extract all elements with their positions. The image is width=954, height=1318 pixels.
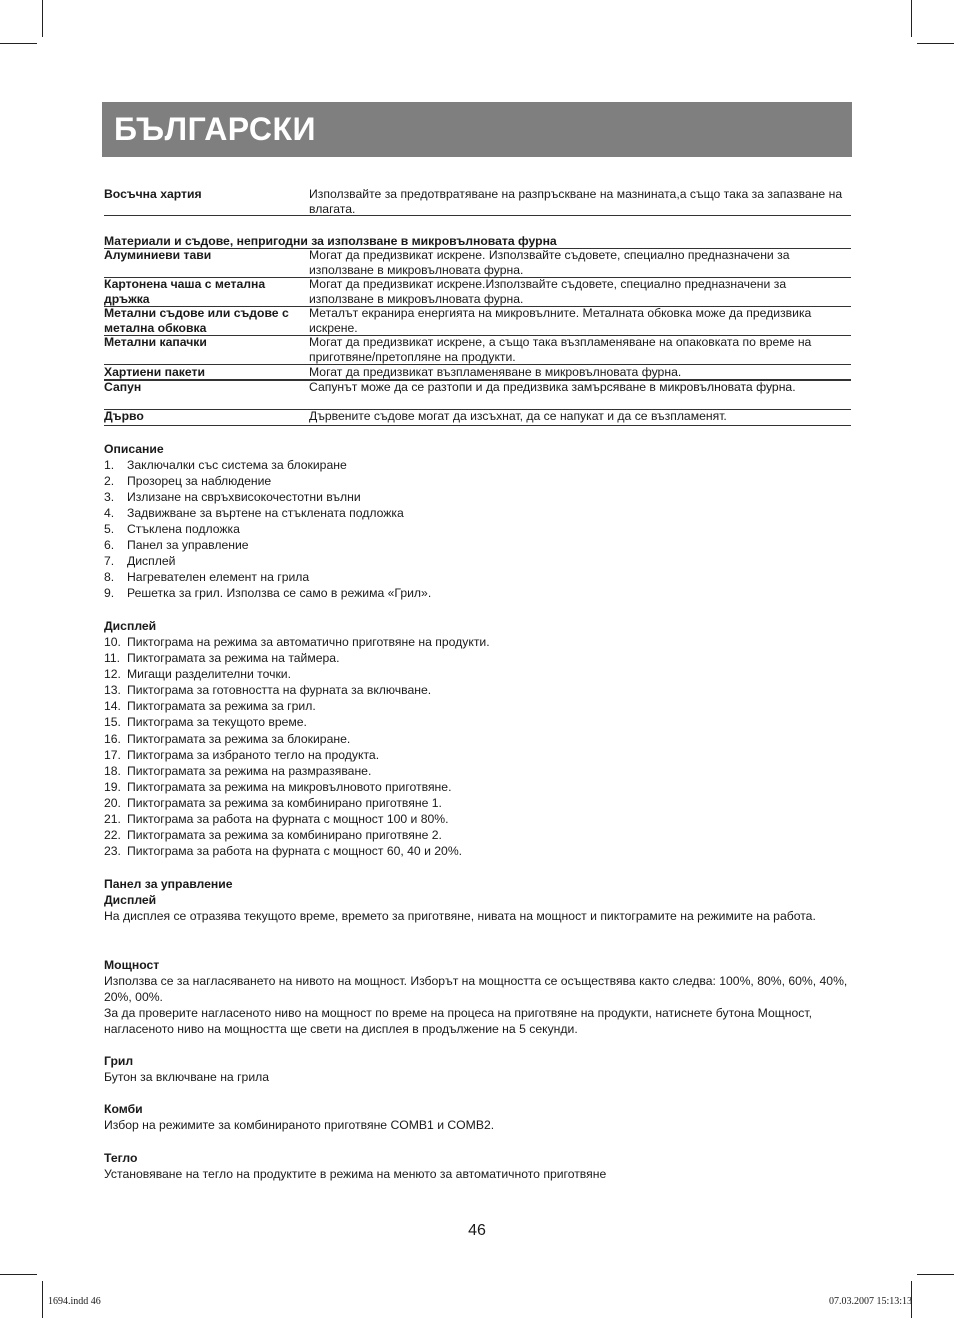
section-heading: Панел за управление (104, 877, 233, 891)
item-text: Пиктограма за готовността на фурната за включване. (127, 683, 432, 697)
divider (104, 215, 851, 216)
item-number: 21. (104, 812, 121, 826)
crop-mark (911, 0, 912, 37)
crop-mark (917, 1274, 954, 1275)
section-heading: Материали и съдове, непригодни за използване в микровълновата фурна (104, 234, 557, 248)
subsection-heading: Дисплей (104, 893, 157, 907)
item-number: 19. (104, 780, 121, 794)
item-number: 5. (104, 522, 115, 536)
paragraph: Установяване на тегло на продуктите в режима на менюто за автоматичното приготвяне (104, 1167, 607, 1181)
item-number: 10. (104, 635, 121, 649)
page-number: 46 (468, 1222, 486, 1239)
item-number: 18. (104, 764, 121, 778)
row-value: Могат да предизвикат искрене, а също така възпламеняване на опаковката по време на приготвяне/претопляне на продукти. (309, 335, 812, 364)
subsection-heading: Комби (104, 1102, 143, 1116)
row-key: Метални съдове или съдове с метална обковка (104, 306, 289, 335)
divider (104, 425, 851, 426)
item-number: 13. (104, 683, 121, 697)
item-number: 11. (104, 651, 121, 665)
item-number: 16. (104, 732, 121, 746)
crop-mark (0, 43, 37, 44)
paragraph: Бутон за включване на грила (104, 1070, 270, 1084)
item-number: 17. (104, 748, 121, 762)
row-value: Могат да предизвикат искрене.Използвайте съдовете, специално предназначени за използване в микровълновата фурна. (309, 277, 787, 306)
item-text: Стъклена подложка (127, 522, 240, 536)
row-value: Металът екранира енергията на микровълните. Металната обковка може да предизвика искрене. (309, 306, 812, 335)
item-text: Дисплей (127, 554, 176, 568)
crop-mark (42, 0, 43, 37)
item-text: Нагревателен елемент на грила (127, 570, 310, 584)
row-value: Могат да предизвикат искрене. Използвайте съдовете, специално предназначени за използване в микровълновата фурна. (309, 248, 790, 277)
row-key: Алуминиеви тави (104, 248, 212, 262)
row-value: Дървените съдове могат да изсъхнат, да се напукат и да се възпламенят. (309, 409, 727, 423)
row-value: Сапунът може да се разтопи и да предизвика замърсяване в микровълновата фурна. (309, 380, 796, 394)
row-key: Дърво (104, 409, 144, 423)
item-number: 7. (104, 554, 115, 568)
table-row (104, 187, 851, 217)
paragraph: Използва се за нагласяването на нивото на мощност. Изборът на мощността се осъществява както следва: 100%, 80%, 60%, 40%, 20%, 00%. (104, 974, 848, 1004)
item-text: Заключалки със система за блокиране (127, 458, 347, 472)
item-number: 3. (104, 490, 115, 504)
row-key: Метални капачки (104, 335, 207, 349)
item-text: Пиктограмата за режима за комбинирано приготвяне 1. (127, 796, 442, 810)
crop-mark (0, 1274, 37, 1275)
item-text: Пиктограмата за режима за блокиране. (127, 732, 351, 746)
row-key: Восъчна хартия (104, 187, 202, 201)
item-text: Пиктограмата за режима на таймера. (127, 651, 340, 665)
item-text: Излизане на свръхвисокочестотни вълни (127, 490, 361, 504)
section-heading: Описание (104, 442, 164, 456)
item-number: 23. (104, 844, 121, 858)
item-number: 20. (104, 796, 121, 810)
row-key: Картонена чаша с метална дръжка (104, 277, 266, 306)
item-text: Решетка за грил. Използва се само в режима «Грил». (127, 586, 432, 600)
subsection-heading: Грил (104, 1054, 134, 1068)
item-text: Пиктограма за работа на фурната с мощност 100 и 80%. (127, 812, 449, 826)
row-key: Хартиени пакети (104, 365, 205, 379)
item-number: 8. (104, 570, 115, 584)
section-banner (102, 102, 852, 157)
item-number: 4. (104, 506, 115, 520)
page-title: БЪЛГАРСКИ (114, 111, 316, 147)
item-text: Пиктограма за работа на фурната с мощност 60, 40 и 20%. (127, 844, 463, 858)
item-text: Прозорец за наблюдение (127, 474, 272, 488)
date-info: 07.03.2007 15:13:13 (828, 1296, 912, 1307)
crop-mark (917, 43, 954, 44)
paragraph: За да проверите нагласеното ниво на мощност по време на процеса на приготвяне на продукти, натиснете бутона Мощност, нагласеното ниво на мощността ще свети на дисплея в продължение на 5 секунди. (104, 1006, 812, 1036)
subsection-heading: Мощност (104, 958, 160, 972)
item-text: Задвижване за въртене на стъклената подложка (127, 506, 404, 520)
item-number: 2. (104, 474, 115, 488)
item-text: Пиктограмата за режима за грил. (127, 699, 316, 713)
subsection-heading: Тегло (104, 1151, 138, 1165)
item-number: 12. (104, 667, 121, 681)
item-text: Пиктограма за текущото време. (127, 715, 307, 729)
paragraph: Избор на режимите за комбинираното приготвяне COMB1 и COMB2. (104, 1118, 495, 1132)
paragraph: На дисплея се отразява текущото време, времето за приготвяне, нивата на мощност и пиктограмите на режимите на работа. (104, 909, 816, 923)
item-number: 1. (104, 458, 115, 472)
item-number: 6. (104, 538, 115, 552)
item-number: 15. (104, 715, 121, 729)
section-heading: Дисплей (104, 619, 157, 633)
item-text: Пиктограмата за режима на размразяване. (127, 764, 372, 778)
item-text: Пиктограма на режима за автоматично приготвяне на продукти. (127, 635, 490, 649)
item-number: 14. (104, 699, 121, 713)
item-text: Пиктограмата за режима на микровълновото приготвяне. (127, 780, 452, 794)
row-value: Използвайте за предотвратяване на разпръскване на мазнината,а също така за запазване на влагата. (309, 187, 843, 216)
item-number: 9. (104, 586, 115, 600)
item-number: 22. (104, 828, 121, 842)
crop-mark (42, 1281, 43, 1318)
item-text: Панел за управление (127, 538, 249, 552)
item-text: Мигащи разделителни точки. (127, 667, 291, 681)
row-key: Сапун (104, 380, 142, 394)
file-info: 1694.indd 46 (48, 1296, 101, 1307)
item-text: Пиктограма за избраното тегло на продукта. (127, 748, 380, 762)
row-value: Могат да предизвикат възпламеняване в микровълновата фурна. (309, 365, 682, 379)
item-text: Пиктограмата за режима за комбинирано приготвяне 2. (127, 828, 442, 842)
